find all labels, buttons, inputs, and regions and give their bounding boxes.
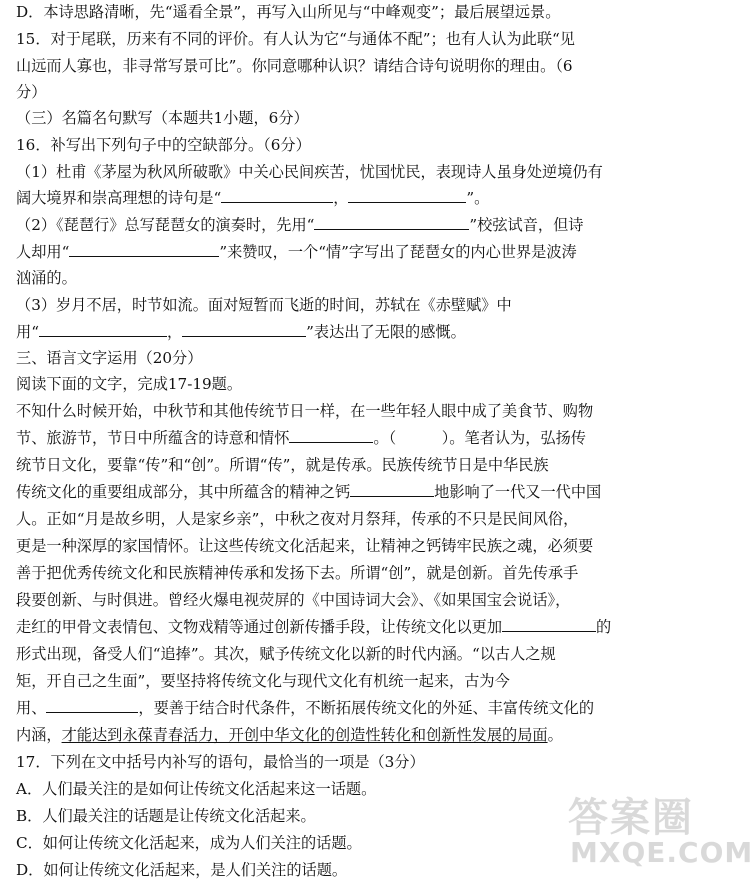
watermark-logo (550, 786, 753, 878)
passage-line-11: 矩，开自己之生面”，要坚持将传统文化与现代文化有机统一起来，古为今 (16, 672, 510, 690)
text-fragment: 用、 (16, 699, 47, 717)
text-fragment: ， (166, 323, 183, 341)
section-3-heading: （三）名篇名句默写（本题共1小题，6分） (16, 109, 309, 127)
blank-3b[interactable] (182, 322, 306, 337)
watermark-bottom-text: MXQE.COM (570, 836, 753, 869)
passage-line-12 (16, 697, 594, 719)
passage-line-10: 形式出现，备受人们“追捧”。其次，赋予传统文化以新的时代内涵。“以古人之规 (16, 645, 556, 663)
underlined-sentence: 才能达到永葆青春活力，开创中华文化的创造性转化和创新性发展的局面 (61, 726, 548, 744)
blank-3a[interactable] (39, 322, 167, 337)
question-16-item3-line2 (16, 321, 466, 343)
passage-line-3: 统节日文化，要靠“传”和“创”。所谓“传”，就是传承。民族传统节日是中华民族 (16, 456, 549, 474)
question-16-item3-line1: （3）岁月不居，时节如流。面对短暂而飞逝的时间，苏轼在《赤壁赋》中 (16, 296, 512, 314)
question-17-option-b: B．人们最关注的话题是让传统文化活起来。 (16, 807, 316, 825)
question-16-stem: 16．补写出下列句子中的空缺部分。（6分） (16, 136, 311, 154)
text-fragment: 走红的甲骨文表情包、文物戏精等通过创新传播手段，让传统文化以更加 (16, 618, 502, 636)
text-fragment: 节、旅游节，节日中所蕴含的诗意和情怀 (16, 429, 290, 447)
passage-line-6: 更是一种深厚的家国情怀。让这些传统文化活起来，让精神之钙铸牢民族之魂，必须要 (16, 537, 594, 555)
text-fragment: ， (333, 189, 349, 207)
passage-blank-4[interactable] (46, 698, 138, 713)
question-15-line2: 山远而人寡也，非寻常写景可比”。你同意哪种认识？请结合诗句说明你的理由。（6 (16, 57, 573, 75)
text-fragment: ”来赞叹，一个“情”字写出了琵琶女的内心世界是波涛 (219, 243, 577, 261)
passage-blank-1[interactable] (289, 428, 373, 443)
question-16-item2-line2 (16, 241, 577, 263)
text-fragment: 。（ ）。笔者认为，弘扬传 (373, 429, 586, 447)
text-fragment: ”校弦试音，但诗 (469, 216, 584, 234)
question-16-item2-line1 (16, 214, 583, 236)
question-17-option-a: A．人们最关注的是如何让传统文化活起来这一话题。 (16, 780, 377, 798)
text-fragment: 用“ (16, 323, 39, 341)
passage-blank-3[interactable] (502, 617, 596, 632)
passage-line-5: 人。正如“月是故乡明，人是家乡亲”，中秋之夜对月祭拜，传承的不只是民间风俗， (16, 510, 579, 528)
passage-line-8: 段要创新、与时俱进。曾经火爆电视荧屏的《中国诗词大会》、《如果国宝会说话》， (16, 591, 571, 609)
text-fragment: 传统文化的重要组成部分，其中所蕴含的精神之钙 (16, 483, 351, 501)
section-heading-language: 三、语言文字运用（20分） (16, 349, 203, 367)
text-fragment: 的 (596, 618, 612, 636)
text-fragment: ”表达出了无限的感慨。 (306, 323, 466, 341)
passage-line-4 (16, 481, 601, 503)
text-fragment: 地影响了一代又一代中国 (434, 483, 602, 501)
passage-line-9 (16, 616, 611, 638)
watermark-top-text: 答案圈 (568, 795, 694, 841)
text-fragment: 阔大境界和崇高理想的诗句是“ (16, 189, 222, 207)
option-d-q14: D．本诗思路清晰，先“遥看全景”，再写入山所见与“中峰观变”；最后展望远景。 (16, 3, 561, 21)
blank-2a[interactable] (314, 215, 469, 230)
passage-line-13 (16, 724, 563, 746)
passage-line-2 (16, 427, 586, 449)
question-17-option-d: D．如何让传统文化活起来，是人们关注的话题。 (16, 861, 348, 879)
passage-line-1: 不知什么时候开始，中秋节和其他传统节日一样，在一些年轻人眼中成了美食节、购物 (16, 402, 594, 420)
passage-line-7: 善于把优秀传统文化和民族精神传承和发扬下去。所谓“创”，就是创新。首先传承手 (16, 564, 579, 582)
text-fragment: 人却用“ (16, 243, 70, 261)
text-fragment: 。 (547, 726, 563, 744)
passage-blank-2[interactable] (350, 482, 434, 497)
question-16-item1-line2 (16, 187, 489, 209)
text-fragment: （2）《琵琶行》总写琵琶女的演奏时，先用“ (16, 216, 315, 234)
question-15-line3: 分） (16, 83, 47, 101)
question-17-option-c: C．如何让传统文化活起来，成为人们关注的话题。 (16, 834, 362, 852)
blank-2b[interactable] (69, 242, 219, 257)
blank-1b[interactable] (348, 188, 466, 203)
text-fragment: 内涵， (16, 726, 62, 744)
blank-1a[interactable] (221, 188, 333, 203)
question-16-item2-line3: 汹涌的。 (16, 269, 77, 287)
question-17-stem: 17．下列在文中括号内补写的语句，最恰当的一项是（3分） (16, 753, 425, 771)
text-fragment: ”。 (466, 189, 490, 207)
question-15-line1: 15．对于尾联，历来有不同的评价。有人认为它“与通体不配”；也有人认为此联“见 (16, 30, 575, 48)
question-16-item1-line1: （1）杜甫《茅屋为秋风所破歌》中关心民间疾苦，忧国忧民，表现诗人虽身处逆境仍有 (16, 163, 603, 181)
reading-instruction: 阅读下面的文字，完成17-19题。 (16, 375, 243, 393)
text-fragment: ，要善于结合时代条件，不断拓展传统文化的外延、丰富传统文化的 (138, 699, 594, 717)
